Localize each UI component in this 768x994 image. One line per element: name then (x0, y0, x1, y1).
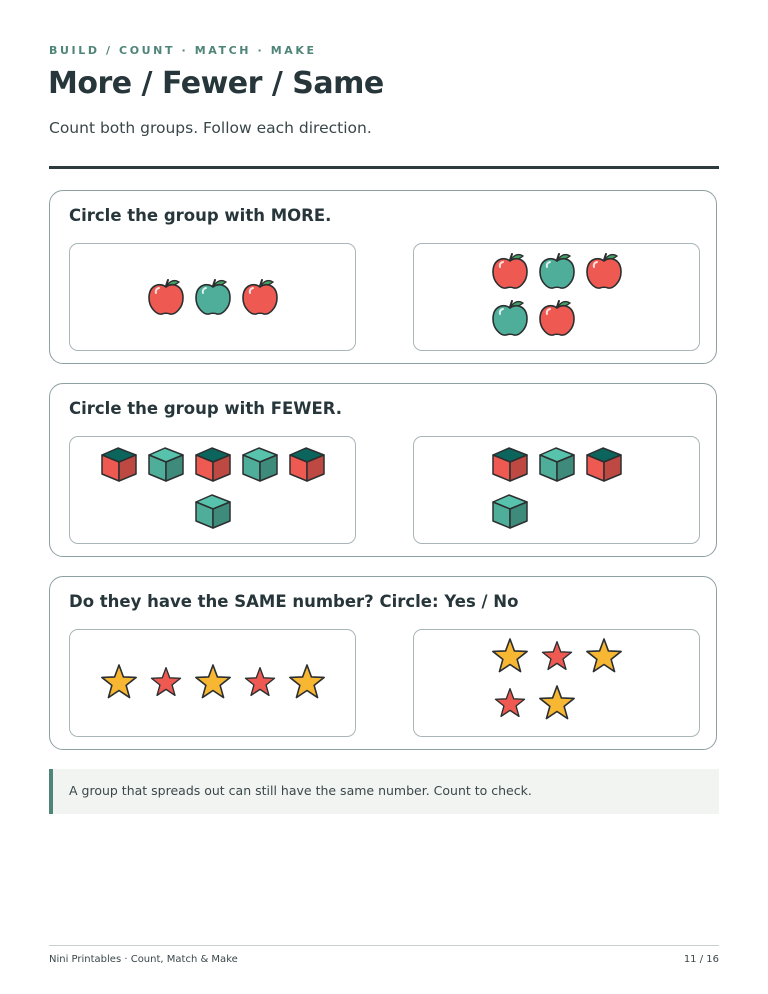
group-right-items (414, 630, 701, 738)
apple-icon (196, 280, 230, 314)
star-icon (587, 639, 621, 672)
group-left-items (70, 244, 357, 352)
cube-icon (540, 448, 574, 481)
apple-icon (587, 254, 621, 288)
star-icon (196, 665, 230, 698)
cube-icon (493, 495, 527, 528)
question-card-fewer (49, 383, 717, 557)
page-title: More / Fewer / Same (48, 66, 384, 101)
group-right-items (414, 244, 701, 352)
apple-icon (540, 301, 574, 335)
star-icon (245, 668, 274, 696)
star-icon (290, 665, 324, 698)
star-icon (493, 639, 527, 672)
title-rule (49, 166, 719, 169)
question-card-same (49, 576, 717, 750)
group-box-right[interactable] (413, 436, 700, 544)
group-right-items (414, 437, 701, 545)
question-prompt: Circle the group with FEWER. (69, 399, 342, 418)
cube-icon (243, 448, 277, 481)
cube-icon (196, 448, 230, 481)
apple-icon (540, 254, 574, 288)
apple-icon (243, 280, 277, 314)
tip-box (49, 769, 719, 814)
apple-icon (149, 280, 183, 314)
eyebrow: BUILD / COUNT · MATCH · MAKE (49, 44, 317, 57)
tip-text: A group that spreads out can still have the same number. Count to check. (69, 783, 532, 798)
group-box-left[interactable] (69, 436, 356, 544)
apple-icon (493, 254, 527, 288)
apple-icon (493, 301, 527, 335)
group-left-items (70, 437, 357, 545)
cube-icon (196, 495, 230, 528)
footer-page-number: 11 / 16 (683, 954, 719, 965)
question-prompt: Do they have the SAME number? Circle: Yes / No (69, 592, 519, 611)
cube-icon (149, 448, 183, 481)
star-icon (540, 686, 574, 719)
question-prompt: Circle the group with MORE. (69, 206, 332, 225)
group-box-left[interactable] (69, 243, 356, 351)
group-left-items (70, 630, 357, 738)
footer-rule (49, 945, 719, 946)
group-box-right[interactable] (413, 629, 700, 737)
star-icon (495, 689, 524, 717)
cube-icon (493, 448, 527, 481)
cube-icon (102, 448, 136, 481)
footer-left: Nini Printables · Count, Match & Make (49, 954, 238, 965)
star-icon (151, 668, 180, 696)
cube-icon (290, 448, 324, 481)
page-subtitle: Count both groups. Follow each direction. (49, 119, 372, 137)
group-box-left[interactable] (69, 629, 356, 737)
question-card-more (49, 190, 717, 364)
cube-icon (587, 448, 621, 481)
star-icon (542, 642, 571, 670)
star-icon (102, 665, 136, 698)
group-box-right[interactable] (413, 243, 700, 351)
